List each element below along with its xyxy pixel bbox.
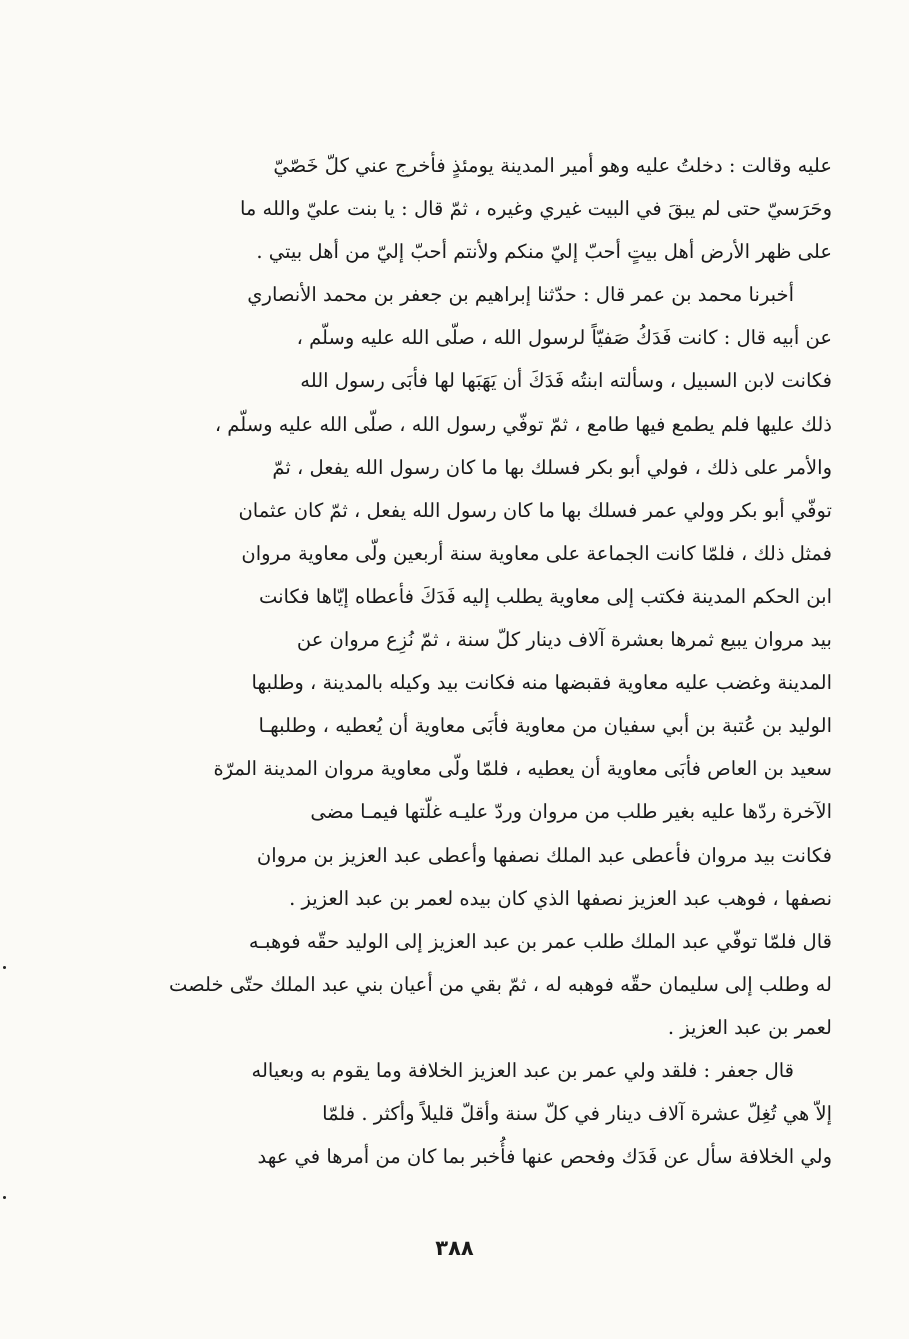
- text-line: سعيد بن العاص فأبَى معاوية أن يعطيه ، فلمّا ولّى معاوية مروان المدينة المرّة: [213, 757, 832, 781]
- text-line: ولي الخلافة سأل عن فَدَك وفحص عنها فأُخبر بما كان من أمرها في عهد: [257, 1145, 832, 1169]
- text-line: والأمر على ذلك ، فولي أبو بكر فسلك بها ما كان رسول الله يفعل ، ثمّ: [272, 455, 832, 479]
- paragraph-1: [112, 144, 832, 273]
- text-line: عن أبيه قال : كانت فَدَكُ صَفيّاً لرسول الله ، صلّى الله عليه وسلّم ،: [296, 326, 832, 350]
- text-line: المدينة وغضب عليه معاوية فقبضها منه فكانت بيد وكيله بالمدينة ، وطلبها: [251, 671, 832, 695]
- text-line: ذلك عليها فلم يطمع فيها طامع ، ثمّ توفّي رسول الله ، صلّى الله عليه وسلّم ،: [214, 412, 832, 436]
- text-line: عليه وقالت : دخلتُ عليه وهو أمير المدينة يومئذٍ فأخرج عني كلّ خَصّيّ: [273, 154, 832, 177]
- text-line: قال فلمّا توفّي عبد الملك طلب عمر بن عبد العزيز إلى الوليد حقّه فوهبـه: [248, 929, 832, 953]
- text-line: قال جعفر : فلقد ولي عمر بن عبد العزيز الخلافة وما يقوم به وبعياله: [251, 1058, 794, 1082]
- text-line: فمثل ذلك ، فلمّا كانت الجماعة على معاوية سنة أربعين ولّى معاوية مروان: [241, 541, 832, 565]
- text-line: ابن الحكم المدينة فكتب إلى معاوية يطلب إليه فَدَكَ فأعطاه إيّاها فكانت: [258, 584, 832, 608]
- scan-speck: [3, 966, 6, 969]
- text-line: الوليد بن عُتبة بن أبي سفيان من معاوية فأبَى معاوية أن يُعطيه ، وطلبهـا: [258, 714, 832, 738]
- paragraph-3: [112, 1049, 832, 1178]
- text-line: الآخرة ردّها عليه بغير طلب من مروان وردّ عليـه غلّتها فيمـا مضى: [310, 800, 832, 824]
- text-line: إلاّ هي تُغِلّ عشرة آلاف دينار في كلّ سنة وأقلّ قليلاً وأكثر . فلمّا: [322, 1102, 832, 1126]
- text-line: فكانت لابن السبيل ، وسألته ابنتُه فَدَكَ أن يَهَبَها لها فأبَى رسول الله: [300, 369, 832, 393]
- page-body: [112, 144, 832, 1178]
- text-line: لعمر بن عبد العزيز .: [667, 1015, 832, 1039]
- text-line: على ظهر الأرض أهل بيتٍ أحبّ إليّ منكم ولأنتم أحبّ إليّ من أهل بيتي .: [256, 240, 832, 264]
- text-line: وحَرَسيّ حتى لم يبقَ في البيت غيري وغيره ، ثمّ قال : يا بنت عليّ والله ما: [239, 197, 832, 221]
- scan-speck: [3, 1196, 6, 1199]
- text-line: أخبرنا محمد بن عمر قال : حدّثنا إبراهيم بن جعفر بن محمد الأنصاري: [247, 283, 794, 307]
- paragraph-2: [112, 273, 832, 1049]
- text-line: له وطلب إلى سليمان حقّه فوهبه له ، ثمّ بقي من أعيان بني عبد الملك حتّى خلصت: [168, 972, 832, 996]
- text-line: بيد مروان يبيع ثمرها بعشرة آلاف دينار كلّ سنة ، ثمّ نُزِع مروان عن: [296, 628, 832, 652]
- text-line: توفّي أبو بكر وولي عمر فسلك بها ما كان رسول الله يفعل ، ثمّ كان عثمان: [238, 498, 832, 522]
- text-line: فكانت بيد مروان فأعطى عبد الملك نصفها وأعطى عبد العزيز بن مروان: [256, 843, 832, 867]
- text-line: نصفها ، فوهب عبد العزيز نصفها الذي كان بيده لعمر بن عبد العزيز .: [289, 886, 832, 910]
- page-number: ٣٨٨: [435, 1236, 474, 1260]
